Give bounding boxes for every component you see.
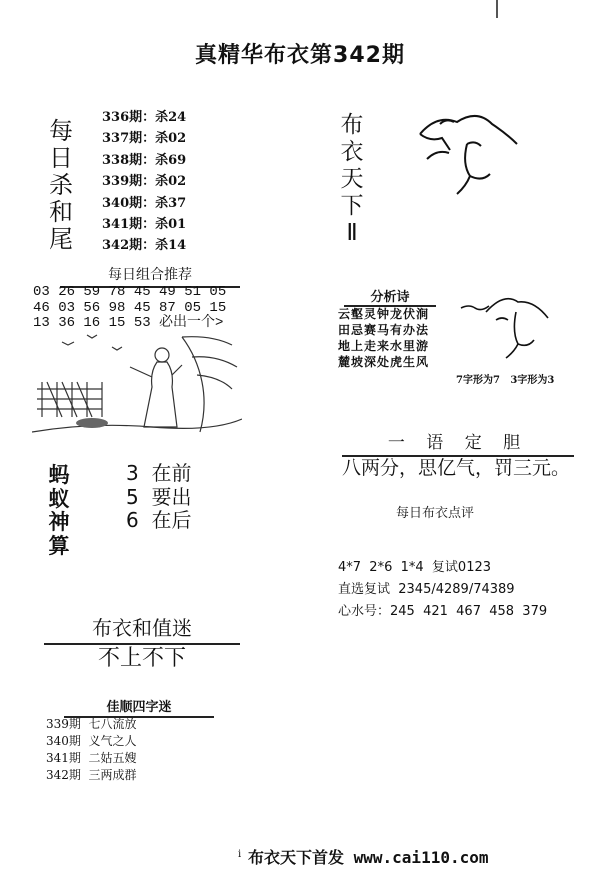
analysis-caption: 7字形为7 3字形为3 <box>456 375 555 386</box>
list-item: 3 在前 <box>126 461 192 485</box>
daily-combo-numbers <box>33 285 226 332</box>
scholar-scene-illustration <box>32 327 242 437</box>
picks-block <box>338 557 547 623</box>
poem-line: 麓坡深处虎生风 <box>338 355 430 369</box>
poem-line: 云壑灵钟龙伏涧 <box>338 307 430 321</box>
vertical-char: 蚂 <box>48 463 70 487</box>
poem-line: 田忌赛马有办法 <box>338 323 430 337</box>
vertical-char: 尾 <box>49 225 73 253</box>
mountain-sketch-icon <box>412 104 522 199</box>
vertical-char: 神 <box>48 510 70 534</box>
one-word-text: 八两分，思亿气，罚三元。 <box>342 457 571 479</box>
vertical-char: 衣 <box>340 139 364 165</box>
picks-line: 4*7 2*6 1*4 复试0123 <box>338 560 492 575</box>
list-item: 337期：杀02 <box>102 131 187 147</box>
list-item: 342期：杀14 <box>102 238 187 254</box>
vertical-char: 杀 <box>49 171 73 199</box>
vertical-char: Ⅱ <box>346 220 358 246</box>
vertical-char: 布 <box>340 112 364 138</box>
one-word-title: 一 语 定 胆 <box>342 428 574 457</box>
corner-mark <box>496 0 498 18</box>
list-item: 336期：杀24 <box>102 110 187 125</box>
list-item: 341期 二姑五嫂 <box>46 751 137 765</box>
ant-calc-vertical-label <box>44 464 74 558</box>
banner-vertical-label <box>338 112 366 247</box>
list-item: 342期 三两成群 <box>46 768 137 782</box>
daily-comment-title: 每日布衣点评 <box>396 506 475 521</box>
list-item: 341期：杀01 <box>102 217 187 233</box>
picks-line: 心水号：245 421 467 458 379 <box>338 604 548 619</box>
footer-link[interactable]: 布衣天下首发 www.cai110.com <box>248 848 489 867</box>
vertical-char: 每 <box>49 117 73 145</box>
daily-kill-vertical-label <box>46 118 76 253</box>
vertical-char: 日 <box>49 144 73 172</box>
analysis-poem-lines <box>338 306 429 370</box>
footer-dot: ⅰ <box>238 849 242 860</box>
number-row: 13 36 16 15 53 必出一个> <box>33 315 224 331</box>
four-char-list <box>46 716 137 784</box>
daily-kill-list <box>102 107 186 257</box>
vertical-char: 天 <box>340 166 364 192</box>
ant-calc-rows <box>126 462 191 533</box>
page-title: 真精华布衣第342期 <box>195 43 405 68</box>
analysis-poem-title: 分析诗 <box>344 286 436 307</box>
riddle-answer: 不上不下 <box>97 646 186 671</box>
poem-line: 地上走来水里游 <box>338 339 430 353</box>
four-char-title: 佳顺四字迷 <box>64 696 214 718</box>
list-item: 340期：杀37 <box>102 195 187 211</box>
list-item: 339期：杀02 <box>102 174 187 190</box>
vertical-char: 算 <box>48 533 70 558</box>
list-item: 340期 义气之人 <box>46 734 137 748</box>
picks-line: 直选复试 2345/4289/74389 <box>338 582 515 597</box>
list-item: 338期：杀69 <box>102 152 187 168</box>
list-item: 339期 七八流放 <box>46 717 137 731</box>
vertical-char: 下 <box>340 193 364 219</box>
number-row: 46 03 56 98 45 87 05 15 <box>33 299 227 316</box>
vertical-char: 蚁 <box>48 486 70 511</box>
daily-combo-title: 每日组合推荐 <box>60 264 240 288</box>
mountain-sketch-small-icon <box>456 290 556 362</box>
list-item: 6 在后 <box>126 508 192 532</box>
riddle-title: 布衣和值迷 <box>44 612 240 645</box>
number-row: 03 26 59 78 45 49 51 05 <box>33 284 227 300</box>
list-item: 5 要出 <box>126 484 192 509</box>
vertical-char: 和 <box>49 198 73 226</box>
